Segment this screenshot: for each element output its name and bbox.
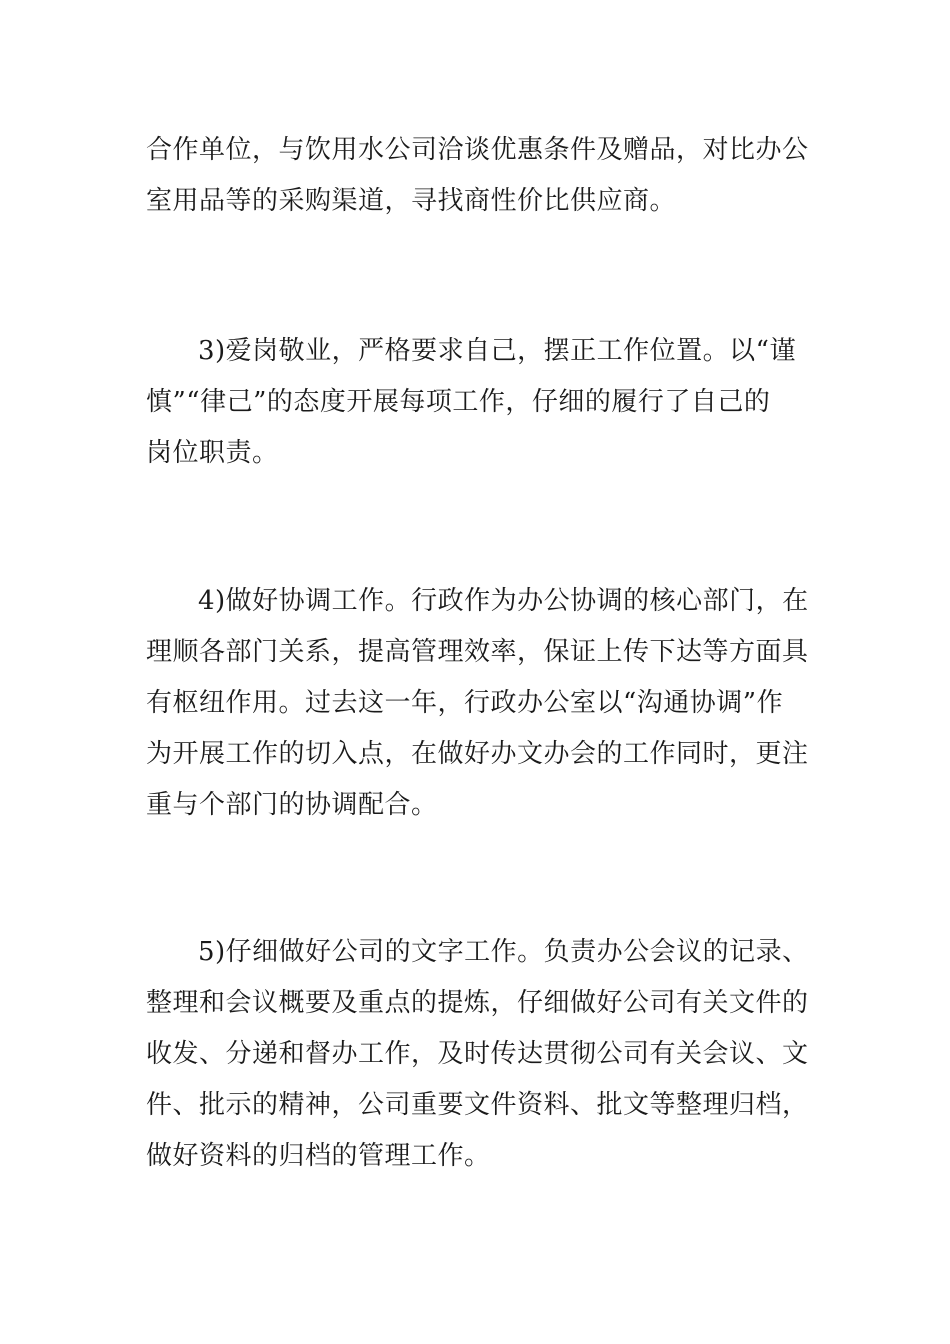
text-line: 为开展工作的切入点，在做好办文办会的工作同时，更注 [146,739,809,769]
paragraph-continuation [146,125,809,227]
text-line: 收发、分递和督办工作，及时传达贯彻公司有关会议、文 [146,1039,809,1069]
text-line: 5)仔细做好公司的文字工作。负责办公会议的记录、 [198,937,809,967]
text-line: 慎”“律己”的态度开展每项工作，仔细的履行了自己的 [146,387,771,417]
text-line: 4)做好协调工作。行政作为办公协调的核心部门，在 [198,586,809,616]
text-line: 整理和会议概要及重点的提炼，仔细做好公司有关文件的 [146,988,809,1018]
paragraph-item-4 [146,576,809,831]
text-line: 有枢纽作用。过去这一年，行政办公室以“沟通协调”作 [146,688,784,718]
text-line: 理顺各部门关系，提高管理效率，保证上传下达等方面具 [146,637,809,667]
text-line: 合作单位，与饮用水公司洽谈优惠条件及赠品，对比办公 [146,135,809,165]
text-line: 件、批示的精神，公司重要文件资料、批文等整理归档， [146,1090,809,1120]
text-line: 室用品等的采购渠道，寻找商性价比供应商。 [146,186,677,216]
paragraph-item-3 [146,326,806,479]
text-line: 岗位职责。 [146,438,279,468]
paragraph-item-5 [146,927,809,1182]
text-line: 3)爱岗敬业，严格要求自己，摆正工作位置。以“谨 [198,336,796,366]
text-line: 做好资料的归档的管理工作。 [146,1141,491,1171]
text-line: 重与个部门的协调配合。 [146,790,438,820]
